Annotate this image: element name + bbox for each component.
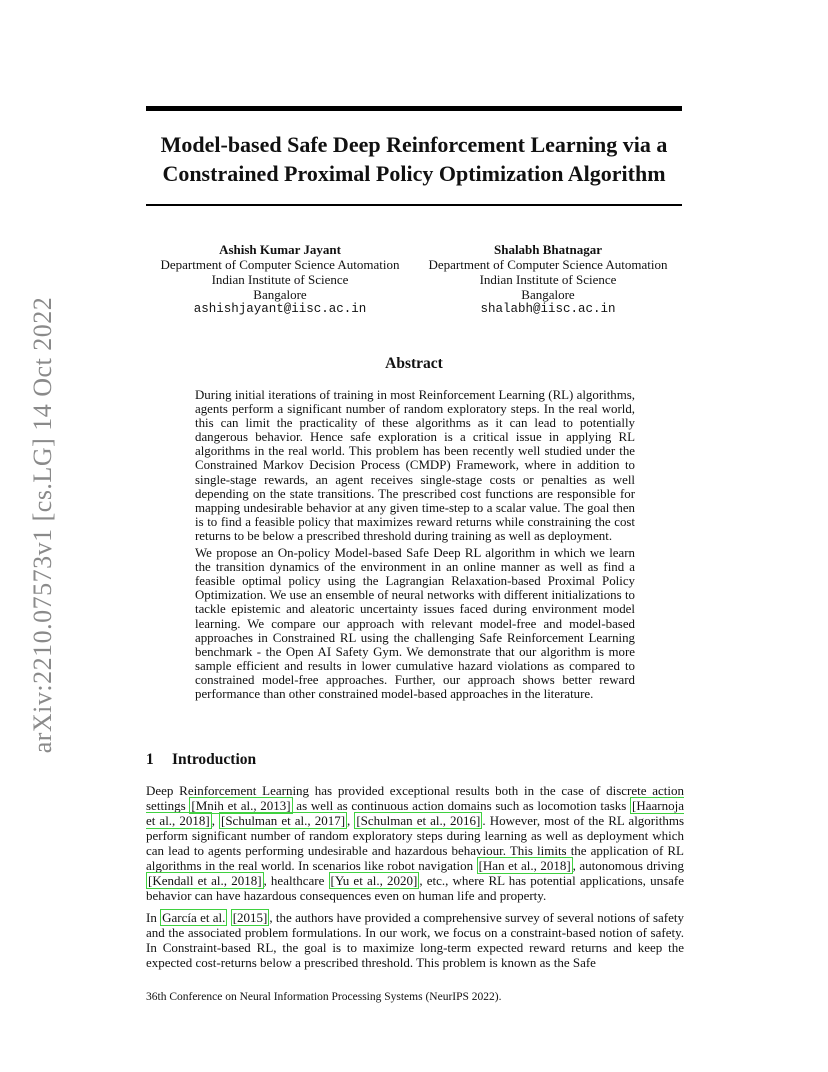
intro-text: ,	[347, 813, 355, 828]
introduction-body	[146, 783, 684, 977]
abstract-paragraph-1: During initial iterations of training in most Reinforcement Learning (RL) algorithms, agents perform a significant number of random exploratory steps. In the real world, this can limit the practicality of these algorithms as it can lead to potentially dangerous behavior. Hence safe exploration is a critical issue in applying RL algorithms in the real world. This problem has been recently well studied under the Constrained Markov Decision Process (CMDP) Framework, where in addition to single-stage rewards, an agent receives single-stage costs or penalties as well depending on the state transitions. The prescribed cost functions are responsible for mapping undesirable behavior at any given time-step to a scalar value. The goal then is to find a feasible policy that maximizes reward returns while constraining the cost returns to be below a prescribed threshold during training as well as deployment.	[195, 388, 635, 543]
paper-title: Model-based Safe Deep Reinforcement Learning via a Constrained Proximal Policy Optimization Algorithm	[160, 132, 668, 186]
section-number: 1	[146, 751, 154, 768]
author-department: Department of Computer Science Automation	[160, 257, 400, 272]
author-email[interactable]: ashishjayant@iisc.ac.in	[193, 302, 367, 316]
citation-link[interactable]: [2015]	[232, 910, 268, 925]
intro-text: as well as continuous action domains such as locomotion tasks	[292, 798, 631, 813]
abstract-paragraph-2: We propose an On-policy Model-based Safe Deep RL algorithm in which we learn the transition dynamics of the environment in an online manner as well as find a feasible optimal policy using the Lagrangian Relaxation-based Proximal Policy Optimization. We use an ensemble of neural networks with different initializations to tackle epistemic and aleatoric uncertainty issues faced during environment model learning. We compare our approach with relevant model-free and model-based approaches in Constrained RL using the challenging Safe Reinforcement Learning benchmark - the Open AI Safety Gym. We demonstrate that our algorithm is more sample efficient and results in lower cumulative hazard violations as compared to constrained model-free approaches. Further, our approach shows better reward performance than other constrained model-based approaches in the literature.	[195, 546, 635, 701]
title-top-rule	[146, 106, 682, 111]
author-name: Shalabh Bhatnagar	[493, 242, 602, 257]
abstract-heading: Abstract	[385, 355, 443, 372]
citation-link[interactable]: [Mnih et al., 2013]	[191, 798, 291, 813]
arxiv-identifier	[18, 290, 68, 760]
citation-link[interactable]: [Yu et al., 2020]	[330, 873, 418, 888]
intro-text: , autonomous driving	[572, 858, 684, 873]
intro-text: ,	[211, 813, 219, 828]
intro-paragraph-2	[146, 910, 684, 970]
citation-link[interactable]: [Schulman et al., 2016]	[356, 813, 481, 828]
intro-paragraph-1	[146, 783, 684, 903]
intro-text: . However, most of the RL algorithms perform significant number of random exploratory steps during learning as well as deployment which can lead to agents performing undesirable and hazardous behaviour. This limits the application of RL algorithms in the real world. In scenarios like robot navigation	[146, 813, 685, 873]
arxiv-identifier-text: arXiv:2210.07573v1 [cs.LG] 14 Oct 2022	[28, 296, 57, 754]
conference-footnote: 36th Conference on Neural Information Processing Systems (NeurIPS 2022).	[146, 991, 502, 1003]
section-heading-introduction	[146, 751, 256, 769]
author-name: Ashish Kumar Jayant	[219, 242, 341, 257]
intro-text: In	[146, 910, 161, 925]
citation-link[interactable]: García et al.	[162, 910, 226, 925]
author-city: Bangalore	[253, 287, 307, 302]
author-city: Bangalore	[521, 287, 575, 302]
citation-link[interactable]: [Kendall et al., 2018]	[148, 873, 262, 888]
author-institute: Indian Institute of Science	[479, 272, 617, 287]
abstract-body	[195, 388, 635, 704]
author-block-2	[420, 242, 676, 317]
intro-text: , etc., where RL has potential applications, unsafe behavior can have hazardous consequences even on human life and property.	[146, 873, 684, 903]
citation-link[interactable]: [Schulman et al., 2017]	[220, 813, 346, 828]
author-institute: Indian Institute of Science	[211, 272, 349, 287]
author-block-1	[152, 242, 408, 317]
section-title: Introduction	[172, 751, 257, 768]
author-department: Department of Computer Science Automation	[428, 257, 668, 272]
citation-link[interactable]: [Han et al., 2018]	[478, 858, 571, 873]
author-email[interactable]: shalabh@iisc.ac.in	[480, 302, 616, 316]
title-bottom-rule	[146, 204, 682, 206]
intro-text: , healthcare	[263, 873, 329, 888]
intro-text: , the authors have provided a comprehensive survey of several notions of safety and the associated problem formulations. In our work, we focus on a constraint-based notion of safety. In Constraint-based RL, the goal is to maximize long-term expected reward returns and keep the expected cost-returns below a prescribed threshold. This problem is known as the Safe	[146, 910, 684, 970]
citation-link[interactable]: [Haarnoja et al., 2018]	[146, 798, 684, 828]
intro-text: Deep Reinforcement Learning has provided exceptional results both in the case of discrete action settings	[146, 783, 684, 813]
